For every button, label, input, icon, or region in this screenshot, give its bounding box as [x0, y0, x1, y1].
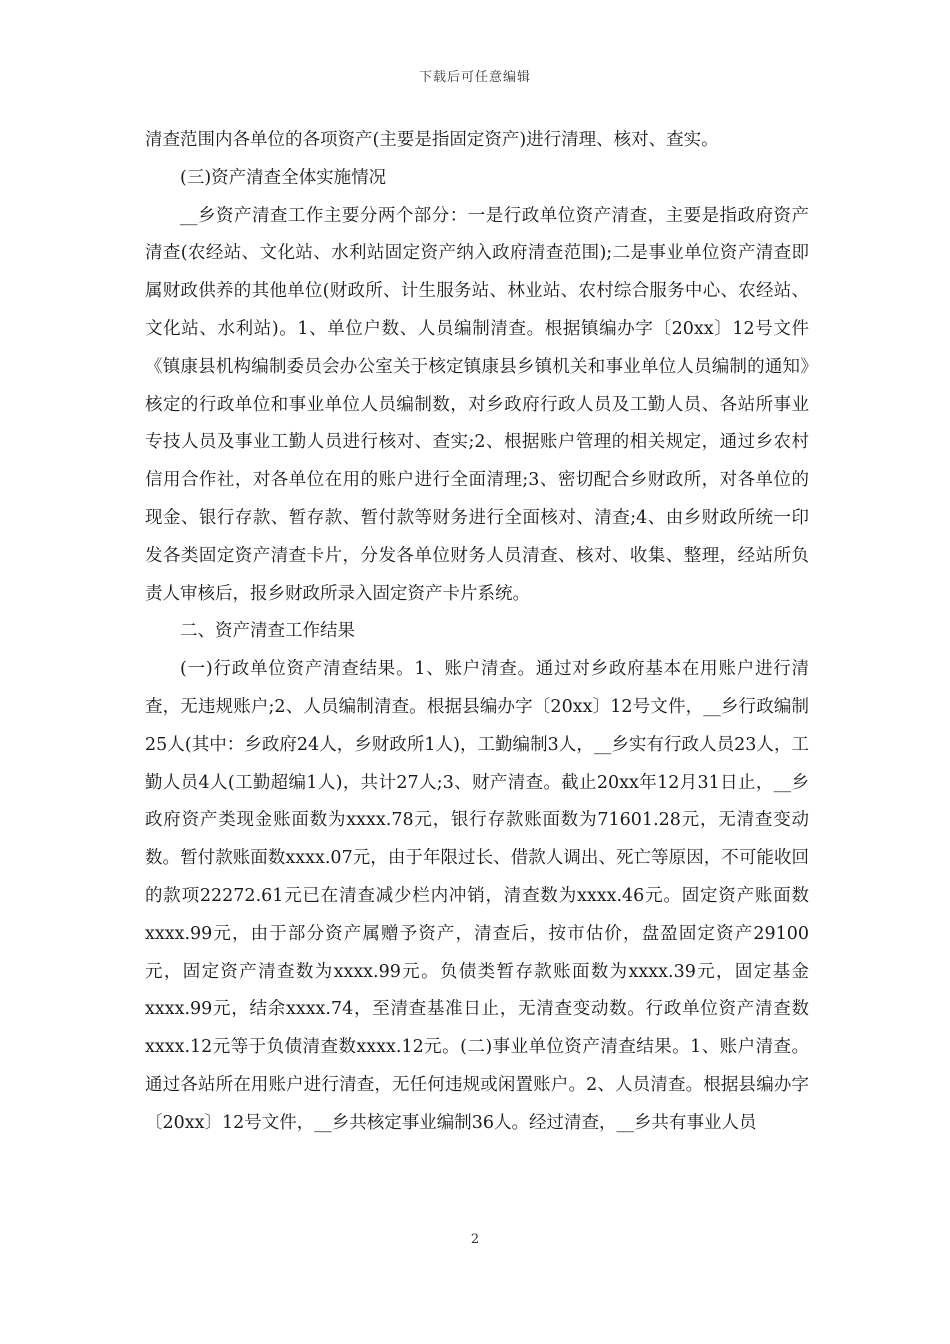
paragraph-1: 清查范围内各单位的各项资产(主要是指固定资产)进行清理、核对、查实。 [145, 130, 719, 150]
paragraph-implementation: __乡资产清查工作主要分两个部分：一是行政单位资产清查，主要是指政府资产清查(农经站、文化站、水利站固定资产纳入政府清查范围);二是事业单位资产清查即属财政供养的其他单位(财政所、计生服务站、林业站、农村综合服务中心、农经站、文化站、水利站)。1、单位户数、人员编制清查。根据镇编办字〔20xx〕12号文件《镇康县机构编制委员会办公室关于核定镇康县乡镇机关和事业单位人员编制的通知》核定的行政单位和事业单位人员编制数，对乡政府行政人员及工勤人员、各站所事业专技人员及事业工勤人员进行核对、查实;2、根据账户管理的相关规定，通过乡农村信用合作社，对各单位在用的账户进行全面清理;3、密切配合乡财政所，对各单位的现金、银行存款、暂存款、暂付款等财务进行全面核对、清查;4、由乡财政所统一印发各类固定资产清查卡片，分发各单位财务人员清查、核对、收集、整理，经站所负责人审核后，报乡财政所录入固定资产卡片系统。 [145, 205, 809, 604]
page-header: 下载后可任意编辑 [418, 70, 531, 85]
section-heading-implementation: (三)资产清查全体实施情况 [180, 167, 387, 188]
section-heading-results: 二、资产清查工作结果 [180, 621, 355, 642]
page-number: 2 [470, 1232, 480, 1247]
document-body [145, 122, 809, 1143]
paragraph-results: (一)行政单位资产清查结果。1、账户清查。通过对乡政府基本在用账户进行清查，无违规账户;2、人员编制清查。根据县编办字〔20xx〕12号文件，__乡行政编制25人(其中：乡政府24人，乡财政所1人)，工勤编制3人，__乡实有行政人员23人，工勤人员4人(工勤超编1人)，共计27人;3、财产清查。截止20xx年12月31日止，__乡政府资产类现金账面数为xxxx.78元，银行存款账面数为71601.28元，无清查变动数。暂付款账面数xxxx.07元，由于年限过长、借款人调出、死亡等原因，不可能收回的款项22272.61元已在清查减少栏内冲销，清查数为xxxx.46元。固定资产账面数xxxx.99元，由于部分资产属赠予资产，清查后，按市估价，盘盈固定资产29100元，固定资产清查数为xxxx.99元。负债类暂存款账面数为xxxx.39元，固定基金xxxx.99元，结余xxxx.74，至清查基准日止，无清查变动数。行政单位资产清查数xxxx.12元等于负债清查数xxxx.12元。(二)事业单位资产清查结果。1、账户清查。通过各站所在用账户进行清查，无任何违规或闲置账户。2、人员清查。根据县编办字〔20xx〕12号文件，__乡共核定事业编制36人。经过清查，__乡共有事业人员 [145, 659, 809, 1133]
